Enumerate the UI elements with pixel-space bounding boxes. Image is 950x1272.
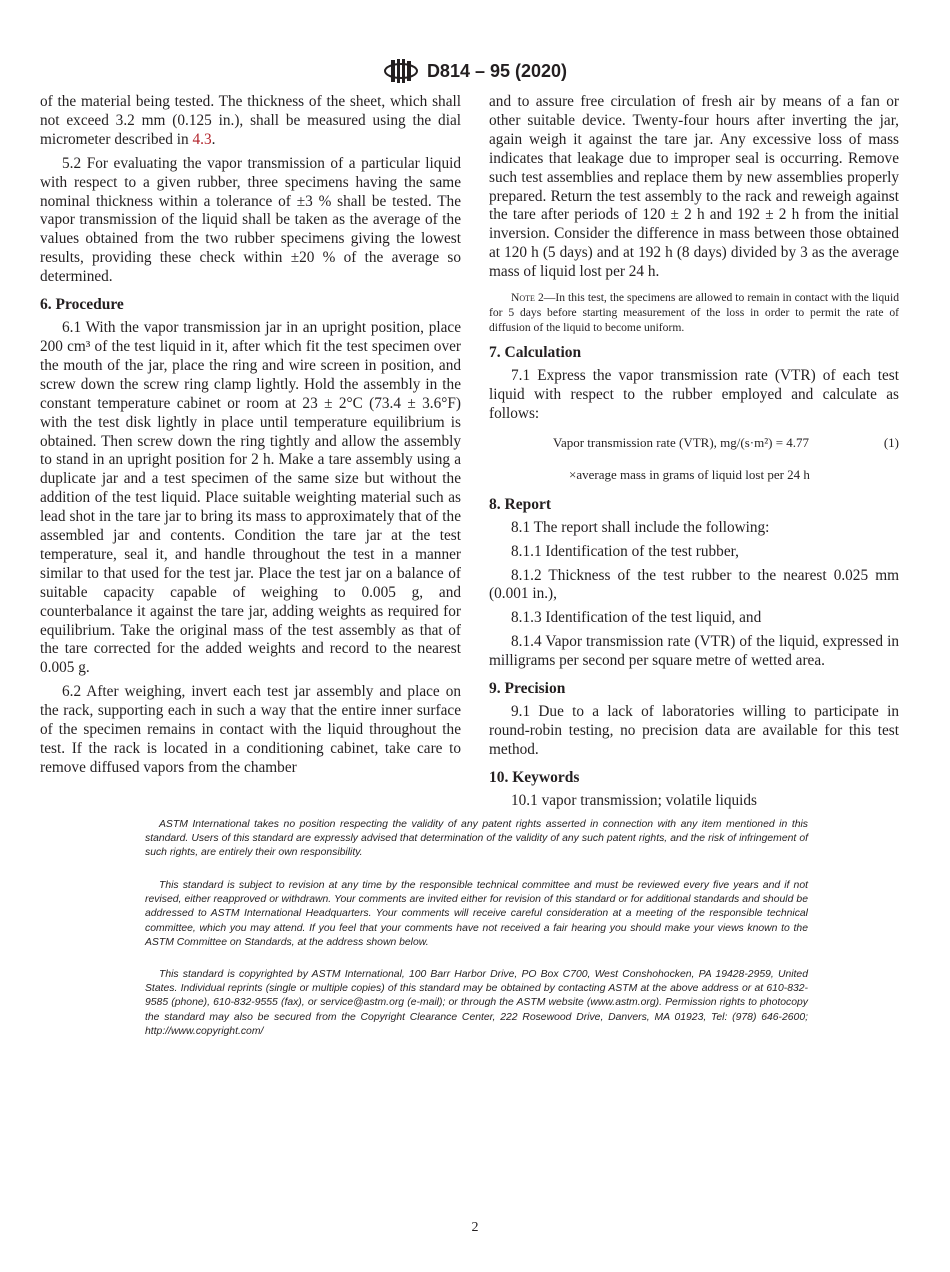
section-link[interactable]: 4.3 — [192, 130, 212, 148]
equation-continuation: ×average mass in grams of liquid lost per 24 h — [569, 466, 810, 482]
page-number: 2 — [471, 1220, 479, 1235]
patent-notice: ASTM International takes no position respecting the validity of any patent rights asserted in connection with any item mentioned in this standard. Users of this standard are expressly advised that determination of the validity of any such patent rights, and the risk of infringement of such rights, are entirely their own responsibility. — [145, 819, 808, 859]
paragraph: 8.1.2 Thickness of the test rubber to the nearest 0.025 mm (0.001 in.), — [489, 566, 899, 603]
page-header — [0, 58, 950, 84]
paragraph: of the material being tested. The thickness of the sheet, which shall not exceed 3.2 mm (0.125 in.), shall be measured using the dial micrometer described in 4.3. — [40, 93, 461, 148]
left-column — [40, 93, 461, 783]
paragraph: 8.1 The report shall include the following: — [511, 518, 770, 536]
paragraph: 8.1.4 Vapor transmission rate (VTR) of the liquid, expressed in milligrams per second per square metre of wetted area. — [489, 633, 899, 670]
equation-number: (1) — [883, 434, 899, 450]
paragraph: 8.1.1 Identification of the test rubber, — [511, 542, 739, 560]
equation: Vapor transmission rate (VTR), mg/(s·m²) = 4.77 (1) — [489, 434, 899, 460]
section-heading: 7. Calculation — [489, 344, 582, 362]
right-column — [489, 93, 899, 816]
designation: D814 – 95 (2020) — [426, 60, 568, 81]
paragraph: 8.1.3 Identification of the test liquid, and — [511, 609, 762, 627]
section-heading: 6. Procedure — [40, 296, 124, 314]
section-heading: 9. Precision — [489, 680, 566, 698]
note: Note 2—In this test, the specimens are allowed to remain in contact with the liquid for 5 days before starting measurement of the loss in order to permit the rate of diffusion of the liquid to become uniform. — [489, 291, 899, 335]
paragraph: 6.2 After weighing, invert each test jar assembly and place on the rack, supporting each in such a way that the entire inner surface of the specimen remains in contact with the liquid throughout the test. If the rack is located in a conditioning cabinet, take care to remove diffused vapors from the chamber — [40, 683, 461, 776]
section-heading: 10. Keywords — [489, 768, 580, 786]
paragraph: and to assure free circulation of fresh air by means of a fan or other suitable device. Twenty-four hours after inverting the jar, again weigh it against the tare jar. Any excessive loss of mass indicates that leakage due to improper seal is occurring. Remove such test assemblies and replace them by new assemblies properly prepared. Return the test assembly to the rack and reweigh against the tare after periods of 120 ± 2 h and 192 ± 2 h from the initial inversion. Consider the difference in mass between those obtained at 120 h (5 days) and at 192 h (8 days) divided by 3 as the average mass of liquid lost per 24 h. — [489, 93, 899, 281]
revision-notice: This standard is subject to revision at any time by the responsible technical committee and must be reviewed every five years and if not revised, either reapproved or withdrawn. Your comments are invited either for revision of this standard or for additional standards and should be addressed to ASTM International Headquarters. Your comments will receive careful consideration at a meeting of the responsible technical committee, which you may attend. If you feel that your comments have not received a fair hearing you should make your views known to the ASTM Committee on Standards, at the address shown below. — [145, 880, 808, 948]
astm-logo-icon — [383, 58, 419, 84]
paragraph: 7.1 Express the vapor transmission rate (VTR) of each test liquid with respect to the rubber employed and calculate as follows: — [489, 367, 899, 422]
copyright-notice: This standard is copyrighted by ASTM International, 100 Barr Harbor Drive, PO Box C700, West Conshohocken, PA 19428-2959, United States. Individual reprints (single or multiple copies) of this standard may be obtained by contacting ASTM at the above address or at 610-832-9585 (phone), 610-832-9555 (fax), or service@astm.org (e-mail); or through the ASTM website (www.astm.org). Permission rights to photocopy the standard may also be secured from the Copyright Clearance Center, 222 Rosewood Drive, Danvers, MA 01923, Tel: (978) 646-2600; http://www.copyright.com/ — [145, 969, 808, 1037]
section-heading: 8. Report — [489, 495, 551, 513]
paragraph: 6.1 With the vapor transmission jar in an upright position, place 200 cm³ of the test liquid in it, after which fit the test specimen over the mouth of the jar, place the ring and wire screen in position, and screw down the screw ring clamp lightly. Hold the assembly in the constant temperature cabinet or room at 23 ± 2°C (73.4 ± 3.6°F) with the test disk lightly in place until temperature equilibrium is obtained. Then screw down the ring tightly and allow the assembly to stand in an upright position for 2 h. Make a tare assembly using a duplicate jar and a test specimen of the same size but without the addition of the test liquid. Place suitable weighting material such as lead shot in the tare jar to bring its mass to approximately that of the assembled jar and contents. Condition the tare jar at the test temperature, seal it, and handle throughout the test in a manner similar to that used for the test jar. Place the test jar on a balance of suitable capacity capable of weighing to 0.005 g, and counterbalance it against the tare jar, adding weights as required for equilibrium. Take the original mass of the test assembly as that of the tare corrected for the added weights and record to the nearest 0.005 g. — [40, 319, 461, 677]
paragraph: 5.2 For evaluating the vapor transmission of a particular liquid with respect to a given rubber, three specimens having the same nominal thickness within a tolerance of ±3 % shall be tested. The vapor transmission of the liquid shall be taken as the average of the values obtained from the two rubber specimens giving the lowest results, providing these check within ±20 % of the average so determined. — [40, 154, 461, 286]
paragraph: 10.1 vapor transmission; volatile liquids — [511, 791, 758, 809]
paragraph: 9.1 Due to a lack of laboratories willing to participate in round-robin testing, no precision data are available for this test method. — [489, 703, 899, 758]
